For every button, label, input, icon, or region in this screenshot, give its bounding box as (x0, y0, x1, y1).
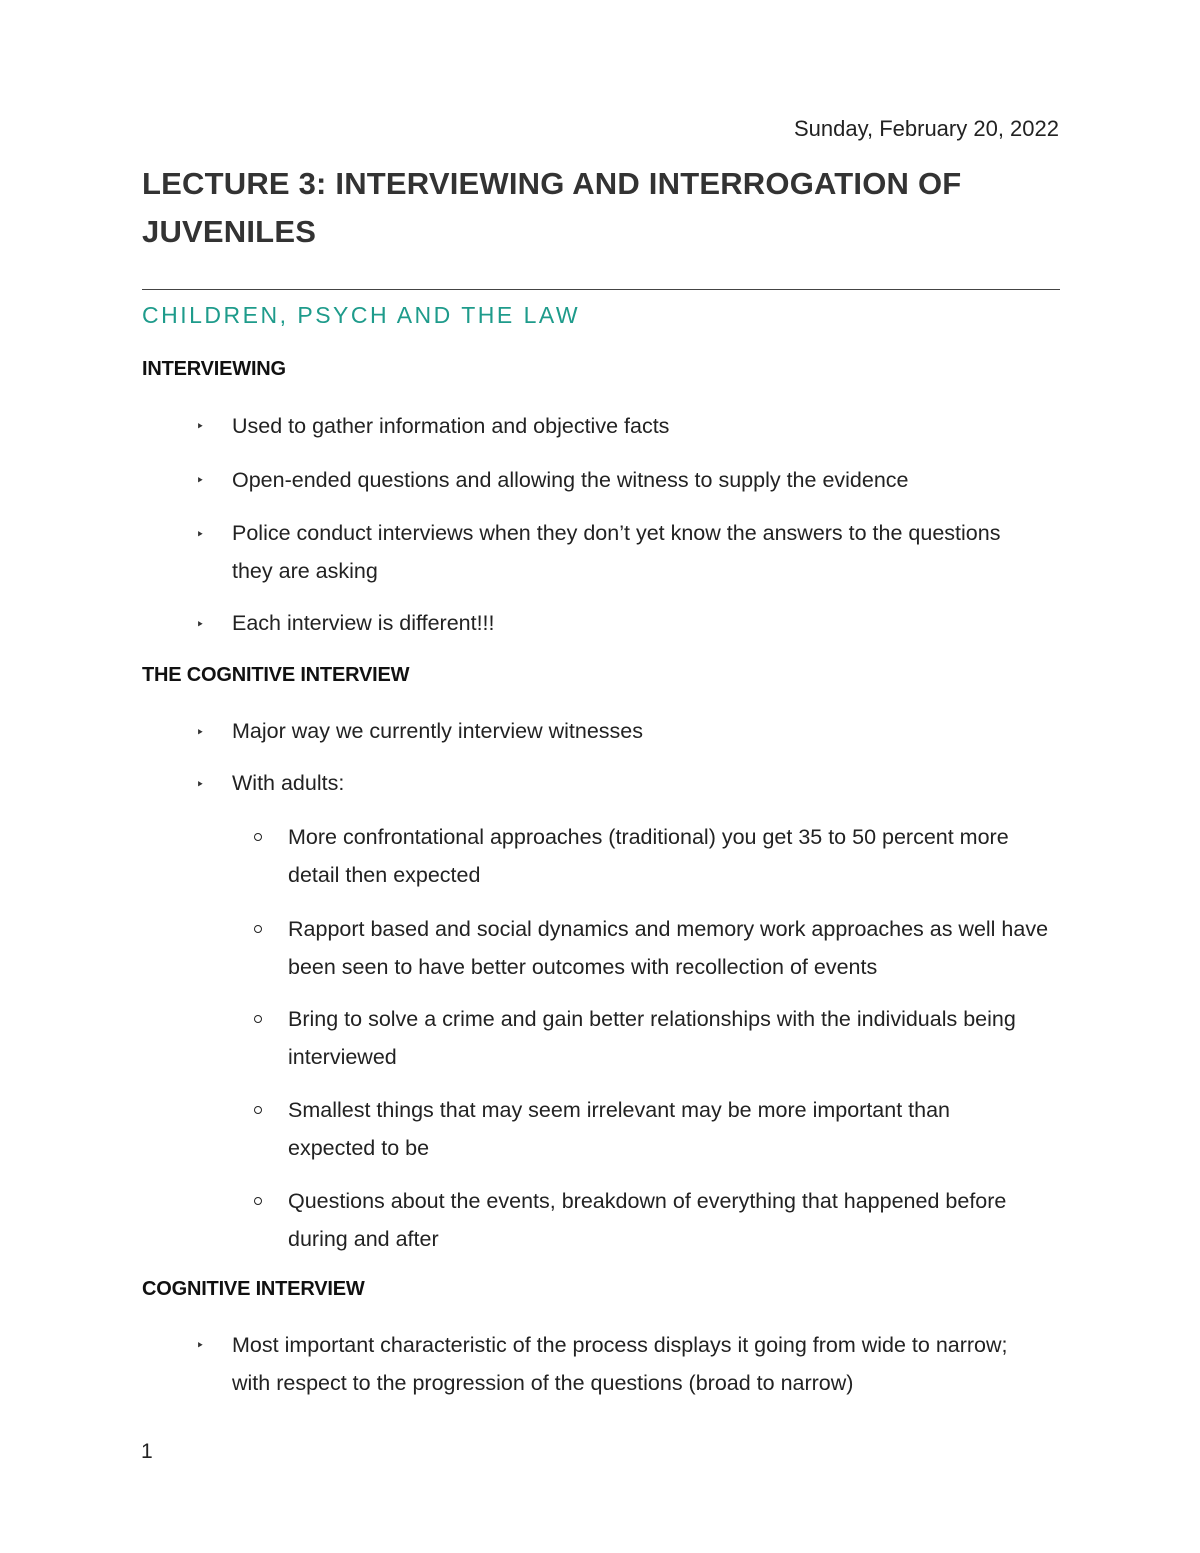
circle-bullet-icon (254, 1106, 262, 1114)
bullet-icon: ‣ (196, 472, 205, 488)
list-item: Open-ended questions and allowing the witness to supply the evidence (232, 468, 909, 492)
sub-list-item: Bring to solve a crime and gain better relationships with the individuals being interviewed (288, 1007, 1016, 1069)
bullet-icon: ‣ (196, 1337, 205, 1353)
bullet-icon: ‣ (196, 418, 205, 434)
bullet-icon: ‣ (196, 526, 205, 542)
page-number: 1 (141, 1440, 153, 1463)
document-date: Sunday, February 20, 2022 (794, 116, 1059, 141)
list-item: Major way we currently interview witnesses (232, 719, 644, 743)
sub-list-item: Questions about the events, breakdown of everything that happened before during and after (288, 1189, 1007, 1251)
circle-bullet-icon (254, 833, 262, 841)
circle-bullet-icon (254, 1015, 262, 1023)
list-item: Used to gather information and objective facts (232, 414, 670, 438)
cognitive-interview-heading: THE COGNITIVE INTERVIEW (142, 664, 410, 686)
page-title: LECTURE 3: INTERVIEWING AND INTERROGATION OF JUVENILES (142, 166, 962, 249)
bullet-icon: ‣ (196, 724, 205, 740)
circle-bullet-icon (254, 1197, 262, 1205)
bullet-icon: ‣ (196, 776, 205, 792)
sub-list-item: Rapport based and social dynamics and memory work approaches as well have been seen to have better outcomes with recollection of events (288, 917, 1049, 979)
list-item: Police conduct interviews when they don’t yet know the answers to the questions they are asking (232, 521, 1001, 583)
circle-bullet-icon (254, 925, 262, 933)
section-heading: CHILDREN, PSYCH AND THE LAW (142, 302, 581, 328)
sub-list-item: More confrontational approaches (traditional) you get 35 to 50 percent more detail then expected (288, 825, 1009, 887)
cognitive-interview-2-heading: COGNITIVE INTERVIEW (142, 1278, 365, 1300)
list-item: Most important characteristic of the process displays it going from wide to narrow; with respect to the progression of the questions (broad to narrow) (232, 1333, 1008, 1395)
bullet-icon: ‣ (196, 616, 205, 632)
title-divider (142, 289, 1060, 290)
list-item: With adults: (232, 771, 345, 795)
sub-list-item: Smallest things that may seem irrelevant may be more important than expected to be (288, 1098, 951, 1160)
list-item: Each interview is different!!! (232, 611, 495, 635)
interviewing-heading: INTERVIEWING (142, 358, 286, 380)
